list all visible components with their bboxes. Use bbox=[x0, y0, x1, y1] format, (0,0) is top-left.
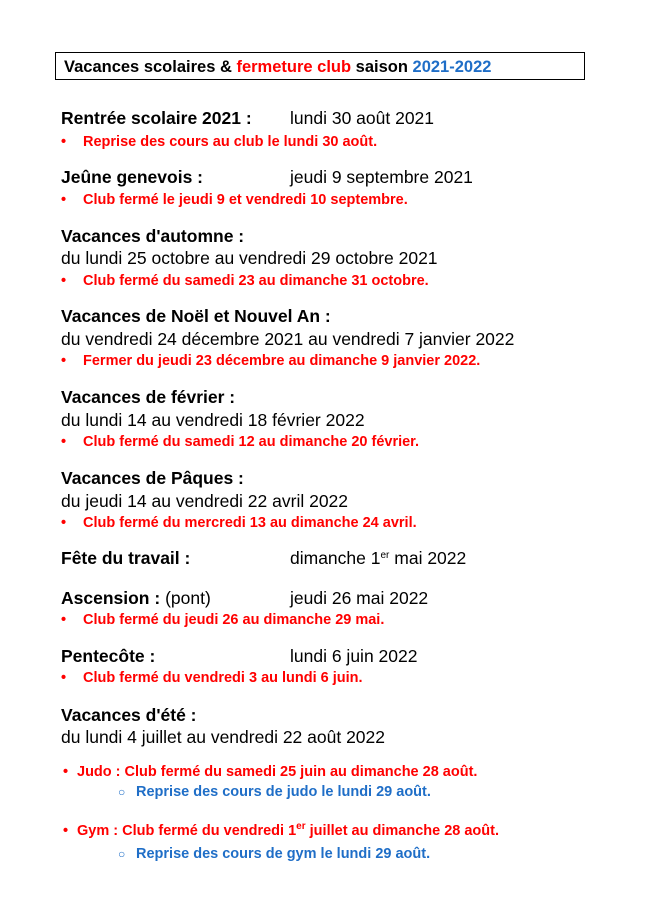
paques-label: Vacances de Pâques : bbox=[61, 468, 244, 488]
noel-label: Vacances de Noël et Nouvel An : bbox=[61, 306, 331, 326]
bullet-icon: • bbox=[63, 764, 69, 780]
circle-bullet-icon: ○ bbox=[118, 785, 126, 799]
title-part-3: saison bbox=[351, 58, 413, 76]
ete-label: Vacances d'été : bbox=[61, 705, 197, 725]
bullet-icon: • bbox=[61, 434, 67, 450]
ete-gym-bullet-sup: er bbox=[296, 821, 306, 832]
ete-gym-bullet-a: Gym : Club fermé du vendredi 1 bbox=[77, 823, 297, 839]
travail-date-sup: er bbox=[380, 550, 390, 561]
pentecote-bullet bbox=[61, 669, 363, 687]
ascension-label: Ascension : bbox=[61, 588, 161, 608]
ascension-heading bbox=[61, 587, 211, 609]
ete-judo-bullet bbox=[63, 763, 477, 781]
bullet-icon: • bbox=[63, 823, 69, 839]
jeune-bullet-text: Club fermé le jeudi 9 et vendredi 10 septembre. bbox=[83, 192, 408, 208]
travail-date bbox=[290, 547, 466, 569]
pentecote-date: lundi 6 juin 2022 bbox=[290, 646, 418, 666]
automne-bullet-text: Club fermé du samedi 23 au dimanche 31 octobre. bbox=[83, 273, 429, 289]
pentecote-label: Pentecôte : bbox=[61, 646, 156, 666]
page-title bbox=[55, 52, 585, 80]
bullet-icon: • bbox=[61, 670, 67, 686]
ete-judo-sub-text: Reprise des cours de judo le lundi 29 août. bbox=[136, 784, 431, 800]
bullet-icon: • bbox=[61, 134, 67, 150]
title-part-1: Vacances scolaires & bbox=[64, 58, 237, 76]
fevrier-label: Vacances de février : bbox=[61, 387, 236, 407]
travail-date-a: dimanche 1 bbox=[290, 548, 381, 568]
bullet-icon: • bbox=[61, 612, 67, 628]
ascension-date: jeudi 26 mai 2022 bbox=[290, 588, 429, 608]
rentree-bullet-text: Reprise des cours au club le lundi 30 août. bbox=[83, 134, 378, 150]
fevrier-date: du lundi 14 au vendredi 18 février 2022 bbox=[61, 410, 365, 430]
circle-bullet-icon: ○ bbox=[118, 847, 126, 861]
automne-label: Vacances d'automne : bbox=[61, 226, 245, 246]
paques-bullet-text: Club fermé du mercredi 13 au dimanche 24 avril. bbox=[83, 515, 417, 531]
bullet-icon: • bbox=[61, 353, 67, 369]
rentree-date: lundi 30 août 2021 bbox=[290, 108, 435, 128]
ete-gym-bullet bbox=[63, 822, 499, 840]
ete-gym-sub bbox=[118, 845, 430, 863]
bullet-icon: • bbox=[61, 192, 67, 208]
jeune-label: Jeûne genevois : bbox=[61, 167, 203, 187]
rentree-label: Rentrée scolaire 2021 : bbox=[61, 108, 252, 128]
noel-bullet bbox=[61, 352, 480, 370]
jeune-date: jeudi 9 septembre 2021 bbox=[290, 167, 473, 187]
bullet-icon: • bbox=[61, 273, 67, 289]
bullet-icon: • bbox=[61, 515, 67, 531]
noel-date: du vendredi 24 décembre 2021 au vendredi 7 janvier 2022 bbox=[61, 329, 515, 349]
fevrier-bullet-text: Club fermé du samedi 12 au dimanche 20 février. bbox=[83, 434, 420, 450]
ascension-note: (pont) bbox=[160, 588, 211, 608]
ascension-bullet bbox=[61, 611, 384, 629]
rentree-bullet bbox=[61, 133, 377, 151]
ete-gym-sub-text: Reprise des cours de gym le lundi 29 août. bbox=[136, 846, 431, 862]
ascension-bullet-text: Club fermé du jeudi 26 au dimanche 29 mai. bbox=[83, 612, 385, 628]
noel-bullet-text: Fermer du jeudi 23 décembre au dimanche 9 janvier 2022. bbox=[83, 353, 481, 369]
ete-gym-bullet-b: juillet au dimanche 28 août. bbox=[305, 823, 500, 839]
title-part-4: 2021-2022 bbox=[412, 58, 492, 76]
pentecote-bullet-text: Club fermé du vendredi 3 au lundi 6 juin. bbox=[83, 670, 363, 686]
jeune-bullet bbox=[61, 191, 408, 209]
ete-judo-sub bbox=[118, 783, 431, 801]
automne-date: du lundi 25 octobre au vendredi 29 octobre 2021 bbox=[61, 248, 438, 268]
fevrier-bullet bbox=[61, 433, 419, 451]
travail-date-b: mai 2022 bbox=[389, 548, 467, 568]
paques-bullet bbox=[61, 514, 417, 532]
travail-label: Fête du travail : bbox=[61, 548, 191, 568]
automne-bullet bbox=[61, 272, 429, 290]
title-part-2: fermeture club bbox=[236, 58, 352, 76]
paques-date: du jeudi 14 au vendredi 22 avril 2022 bbox=[61, 491, 349, 511]
ete-judo-bullet-text: Judo : Club fermé du samedi 25 juin au dimanche 28 août. bbox=[77, 764, 478, 780]
ete-date: du lundi 4 juillet au vendredi 22 août 2022 bbox=[61, 727, 385, 747]
